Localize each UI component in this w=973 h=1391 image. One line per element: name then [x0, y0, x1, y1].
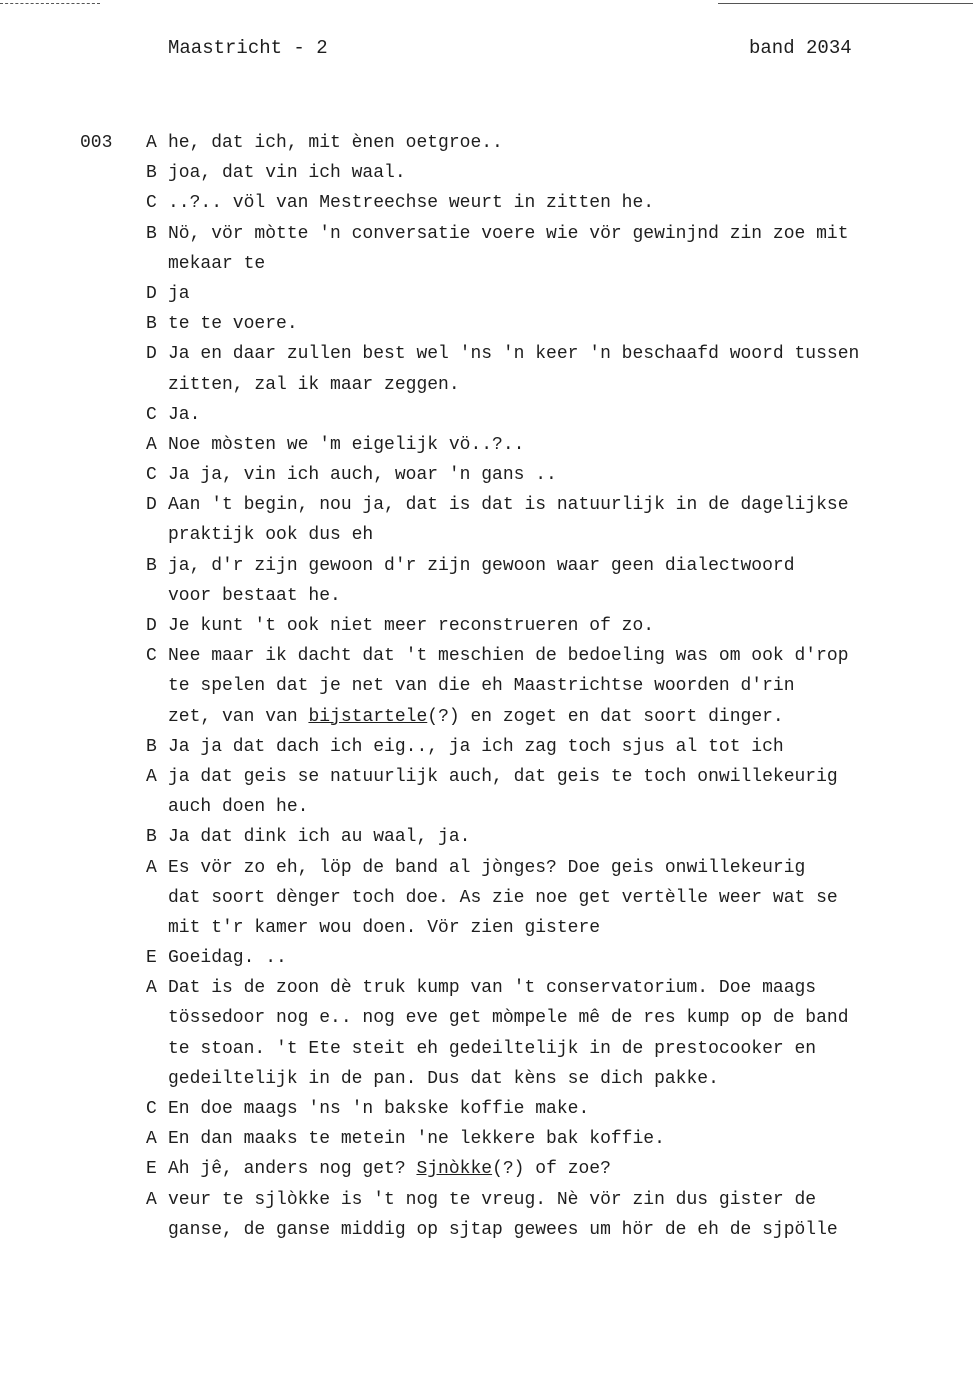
transcript-line — [0, 792, 973, 822]
transcript-line — [0, 520, 973, 550]
speaker-label: D — [146, 495, 157, 516]
utterance-text: Ja. — [168, 404, 201, 425]
speaker-label: B — [146, 163, 157, 184]
transcript-line — [0, 1094, 973, 1124]
utterance-text: te stoan. 't Ete steit eh gedeiltelijk in de prestocooker en — [168, 1038, 817, 1059]
transcript-line — [0, 219, 973, 249]
transcript-body — [0, 128, 973, 1245]
utterance-text: Aan 't begin, nou ja, dat is dat is natuurlijk in de dagelijkse — [168, 495, 849, 516]
speaker-label: C — [146, 646, 157, 667]
transcript-line — [0, 671, 973, 701]
utterance-text: Nö, vör mòtte 'n conversatie voere wie vör gewinjnd zin zoe mit — [168, 223, 849, 244]
utterance-text: mit t'r kamer wou doen. Vör zien gistere — [168, 917, 601, 938]
speaker-label: A — [146, 133, 157, 153]
utterance-text: Je kunt 't ook niet meer reconstrueren of zo. — [168, 616, 655, 636]
utterance-text: tössedoor nog e.. nog eve get mòmpele mê de res kump op de band — [168, 1008, 849, 1029]
speaker-label: A — [146, 766, 157, 787]
utterance-text: En doe maags 'ns 'n bakske koffie make. — [168, 1099, 590, 1119]
transcript-line — [0, 1064, 973, 1094]
speaker-label: C — [146, 404, 157, 425]
top-edge-mark-right — [718, 3, 973, 4]
transcript-line — [0, 1154, 973, 1184]
utterance-text: veur te sjlòkke is 't nog te vreug. Nè vör zin dus gister de — [168, 1189, 817, 1210]
speaker-label: A — [146, 1129, 157, 1150]
speaker-label: C — [146, 193, 157, 214]
transcript-line — [0, 853, 973, 883]
utterance-text: Noe mòsten we 'm eigelijk vö..?.. — [168, 434, 525, 455]
utterance-text: dat soort dènger toch doe. As zie noe get vertèlle weer wat se — [168, 887, 838, 908]
transcript-line — [0, 490, 973, 520]
transcript-line — [0, 309, 973, 339]
transcript-line — [0, 279, 973, 309]
header-location: Maastricht - 2 — [168, 37, 328, 59]
speaker-label: C — [146, 465, 157, 486]
transcript-line — [0, 581, 973, 611]
utterance-text: he, dat ich, mit ènen oetgroe.. — [168, 133, 503, 153]
transcript-line — [0, 400, 973, 430]
utterance-text: Goeidag. .. — [168, 948, 287, 969]
transcript-line — [0, 702, 973, 732]
transcript-line — [0, 943, 973, 973]
transcript-line — [0, 1034, 973, 1064]
utterance-text: Dat is de zoon dè truk kump van 't conservatorium. Doe maags — [168, 978, 817, 999]
utterance-text — [168, 702, 784, 732]
transcript-line — [0, 551, 973, 581]
utterance-text — [168, 1154, 611, 1184]
transcript-line — [0, 641, 973, 671]
utterance-text-post: (?) of zoe? — [492, 1159, 611, 1180]
transcript-line — [0, 249, 973, 279]
speaker-label: B — [146, 223, 157, 244]
transcript-line — [0, 1185, 973, 1215]
underlined-uncertain-word: Sjnòkke — [416, 1159, 493, 1180]
utterance-text: Ja dat dink ich au waal, ja. — [168, 827, 471, 848]
transcript-line — [0, 732, 973, 762]
header-tape-number: band 2034 — [749, 37, 852, 59]
speaker-label: B — [146, 827, 157, 848]
transcript-line — [0, 973, 973, 1003]
utterance-text: te te voere. — [168, 314, 298, 335]
top-edge-mark-left — [0, 3, 100, 4]
speaker-label: C — [146, 1099, 157, 1119]
utterance-text: ja, d'r zijn gewoon d'r zijn gewoon waar geen dialectwoord — [168, 555, 795, 576]
utterance-text: ..?.. völ van Mestreechse weurt in zitten he. — [168, 193, 655, 214]
transcript-line — [0, 1003, 973, 1033]
transcript-line — [0, 762, 973, 792]
transcript-line — [0, 1215, 973, 1245]
utterance-text: Ja ja dat dach ich eig.., ja ich zag toch sjus al tot ich — [168, 736, 784, 757]
transcript-line — [0, 188, 973, 218]
transcript-line — [0, 339, 973, 369]
utterance-text: ganse, de ganse middig op sjtap gewees um hör de eh de sjpölle — [168, 1219, 838, 1240]
underlined-uncertain-word: bijstartele — [308, 706, 428, 727]
transcript-line — [0, 370, 973, 400]
speaker-label: E — [146, 948, 157, 969]
speaker-label: B — [146, 555, 157, 576]
utterance-text: auch doen he. — [168, 797, 309, 818]
utterance-text: Es vör zo eh, löp de band al jònges? Doe geis onwillekeurig — [168, 857, 806, 878]
utterance-text: Ja ja, vin ich auch, woar 'n gans .. — [168, 465, 557, 486]
utterance-text: Nee maar ik dacht dat 't meschien de bedoeling was om ook d'rop — [168, 646, 849, 667]
speaker-label: E — [146, 1159, 157, 1180]
utterance-text-pre: Ah jê, anders nog get? — [168, 1159, 417, 1180]
utterance-text: En dan maaks te metein 'ne lekkere bak koffie. — [168, 1129, 665, 1150]
transcript-line — [0, 1124, 973, 1154]
transcript-line — [0, 611, 973, 641]
utterance-text: Ja en daar zullen best wel 'ns 'n keer 'n beschaafd woord tussen — [168, 344, 860, 365]
speaker-label: A — [146, 1189, 157, 1210]
speaker-label: B — [146, 736, 157, 757]
utterance-text-pre: zet, van van — [168, 706, 309, 727]
utterance-text: zitten, zal ik maar zeggen. — [168, 374, 460, 395]
speaker-label: A — [146, 434, 157, 455]
utterance-text-post: (?) en zoget en dat soort dinger. — [427, 706, 784, 727]
utterance-text: ja — [168, 283, 190, 304]
speaker-label: D — [146, 344, 157, 365]
transcript-line — [0, 460, 973, 490]
speaker-label: A — [146, 857, 157, 878]
transcript-line — [0, 913, 973, 943]
utterance-text: gedeiltelijk in de pan. Dus dat kèns se dich pakke. — [168, 1068, 719, 1089]
utterance-text: ja dat geis se natuurlijk auch, dat geis te toch onwillekeurig — [168, 766, 838, 787]
utterance-text: joa, dat vin ich waal. — [168, 163, 406, 184]
utterance-text: te spelen dat je net van die eh Maastrichtse woorden d'rin — [168, 676, 795, 697]
utterance-text: praktijk ook dus eh — [168, 525, 374, 546]
transcript-line — [0, 883, 973, 913]
speaker-label: A — [146, 978, 157, 999]
speaker-label: D — [146, 283, 157, 304]
transcript-line — [0, 430, 973, 460]
utterance-text: mekaar te — [168, 253, 266, 274]
speaker-label: D — [146, 616, 157, 636]
speaker-label: B — [146, 314, 157, 335]
utterance-text: voor bestaat he. — [168, 585, 341, 606]
transcript-line — [0, 128, 973, 158]
transcript-line — [0, 158, 973, 188]
transcript-line — [0, 822, 973, 852]
page-reference: 003 — [80, 133, 113, 153]
